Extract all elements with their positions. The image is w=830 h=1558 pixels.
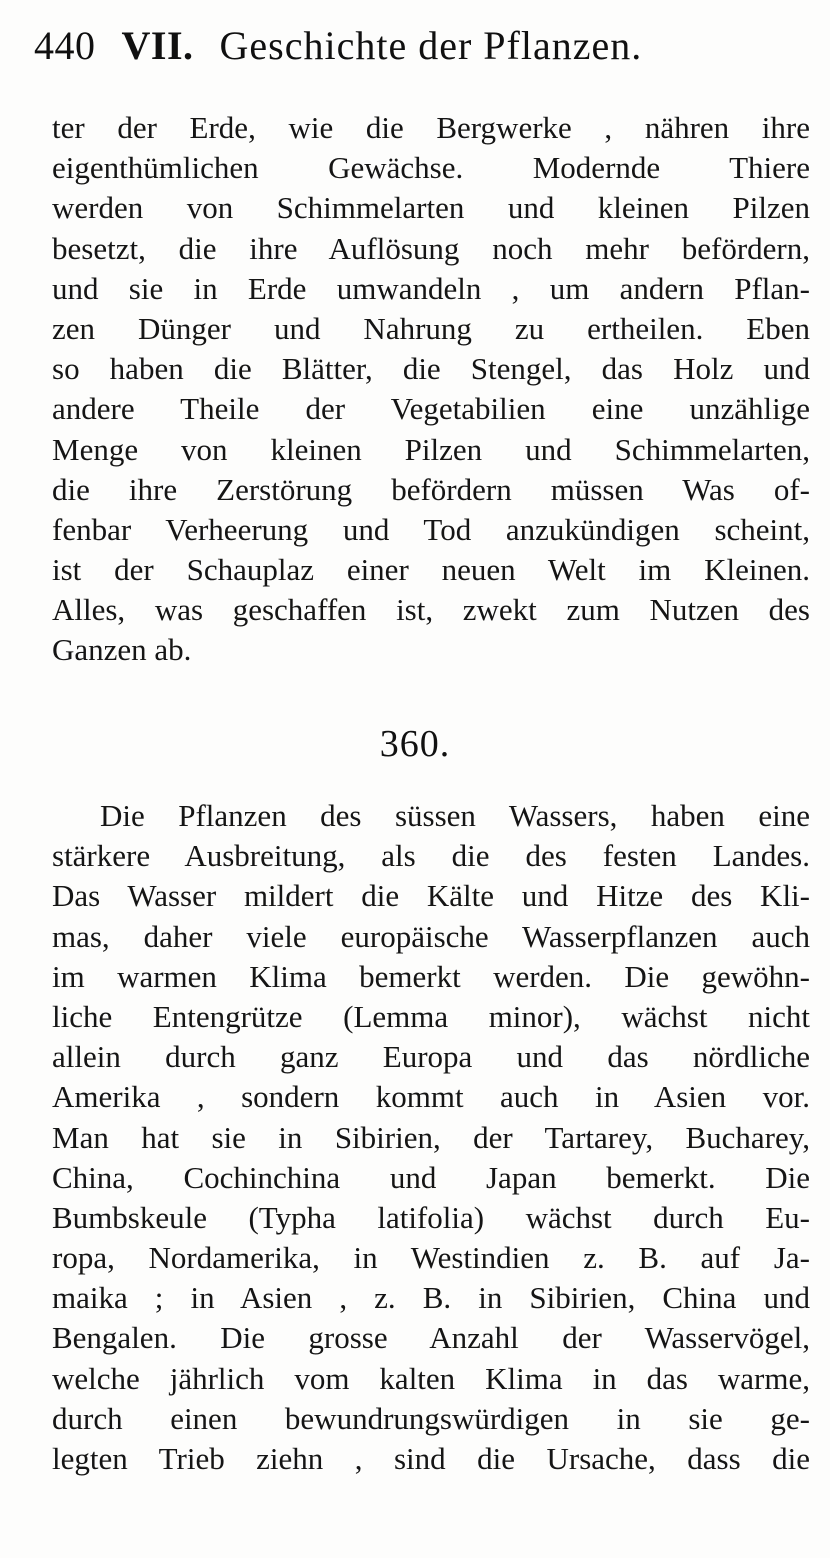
text-line: ter der Erde, wie die Bergwerke , nähren ihre (52, 110, 810, 145)
chapter-number: VII. (121, 23, 194, 68)
text-line: welche jährlich vom kalten Klima in das warme, (52, 1360, 810, 1396)
text-line: Das Wasser mildert die Kälte und Hitze des Kli- (52, 878, 810, 914)
text-line: eigenthümlichen Gewächse. Modernde Thiere (52, 150, 810, 186)
text-line: Alles, was geschaffen ist, zwekt zum Nutzen des (52, 592, 810, 628)
text-line: so haben die Blätter, die Stengel, das Holz und (52, 351, 810, 387)
page-number: 440 (34, 23, 96, 68)
text-line: China, Cochinchina und Japan bemerkt. Die (52, 1159, 810, 1195)
text-line: Amerika , sondern kommt auch in Asien vor. (52, 1079, 810, 1115)
paragraph-1 (52, 108, 810, 671)
text-line: zen Dünger und Nahrung zu ertheilen. Eben (52, 310, 810, 346)
text-line: im warmen Klima bemerkt werden. Die gewöhn- (52, 958, 810, 994)
chapter-title: Geschichte der Pflanzen. (219, 23, 643, 68)
text-line: maika ; in Asien , z. B. in Sibirien, China und (52, 1280, 810, 1316)
text-line: besetzt, die ihre Auflösung noch mehr befördern, (52, 230, 810, 266)
text-line: Man hat sie in Sibirien, der Tartarey, Bucharey, (52, 1119, 810, 1155)
text-line: legten Trieb ziehn , sind die Ursache, dass die (52, 1441, 810, 1476)
text-line: die ihre Zerstörung befördern müssen Was of- (52, 471, 810, 507)
text-line: ropa, Nordamerika, in Westindien z. B. auf Ja- (52, 1240, 810, 1276)
text-line: Ganzen ab. (52, 632, 192, 668)
text-line: ist der Schauplaz einer neuen Welt im Kleinen. (52, 552, 810, 588)
text-line: durch einen bewundrungswürdigen in sie ge- (52, 1400, 810, 1436)
text-line: Bumbskeule (Typha latifolia) wächst durch Eu- (52, 1199, 810, 1235)
text-line: liche Entengrütze (Lemma minor), wächst nicht (52, 998, 810, 1034)
text-line: mas, daher viele europäische Wasserpflanzen auch (52, 918, 810, 954)
text-line: Die Pflanzen des süssen Wassers, haben eine (100, 798, 810, 833)
text-line: werden von Schimmelarten und kleinen Pilzen (52, 190, 810, 226)
text-line: allein durch ganz Europa und das nördliche (52, 1039, 810, 1075)
paragraph-2 (52, 796, 810, 1479)
text-line: und sie in Erde umwandeln , um andern Pflan- (52, 270, 810, 306)
text-line: Bengalen. Die grosse Anzahl der Wasservögel, (52, 1320, 810, 1356)
text-line: stärkere Ausbreitung, als die des festen Landes. (52, 838, 810, 874)
text-line: fenbar Verheerung und Tod anzukündigen scheint, (52, 511, 810, 547)
text-line: Menge von kleinen Pilzen und Schimmelarten, (52, 431, 810, 467)
section-number: 360. (379, 723, 451, 765)
running-head (34, 22, 642, 82)
text-line: andere Theile der Vegetabilien eine unzählige (52, 391, 810, 427)
